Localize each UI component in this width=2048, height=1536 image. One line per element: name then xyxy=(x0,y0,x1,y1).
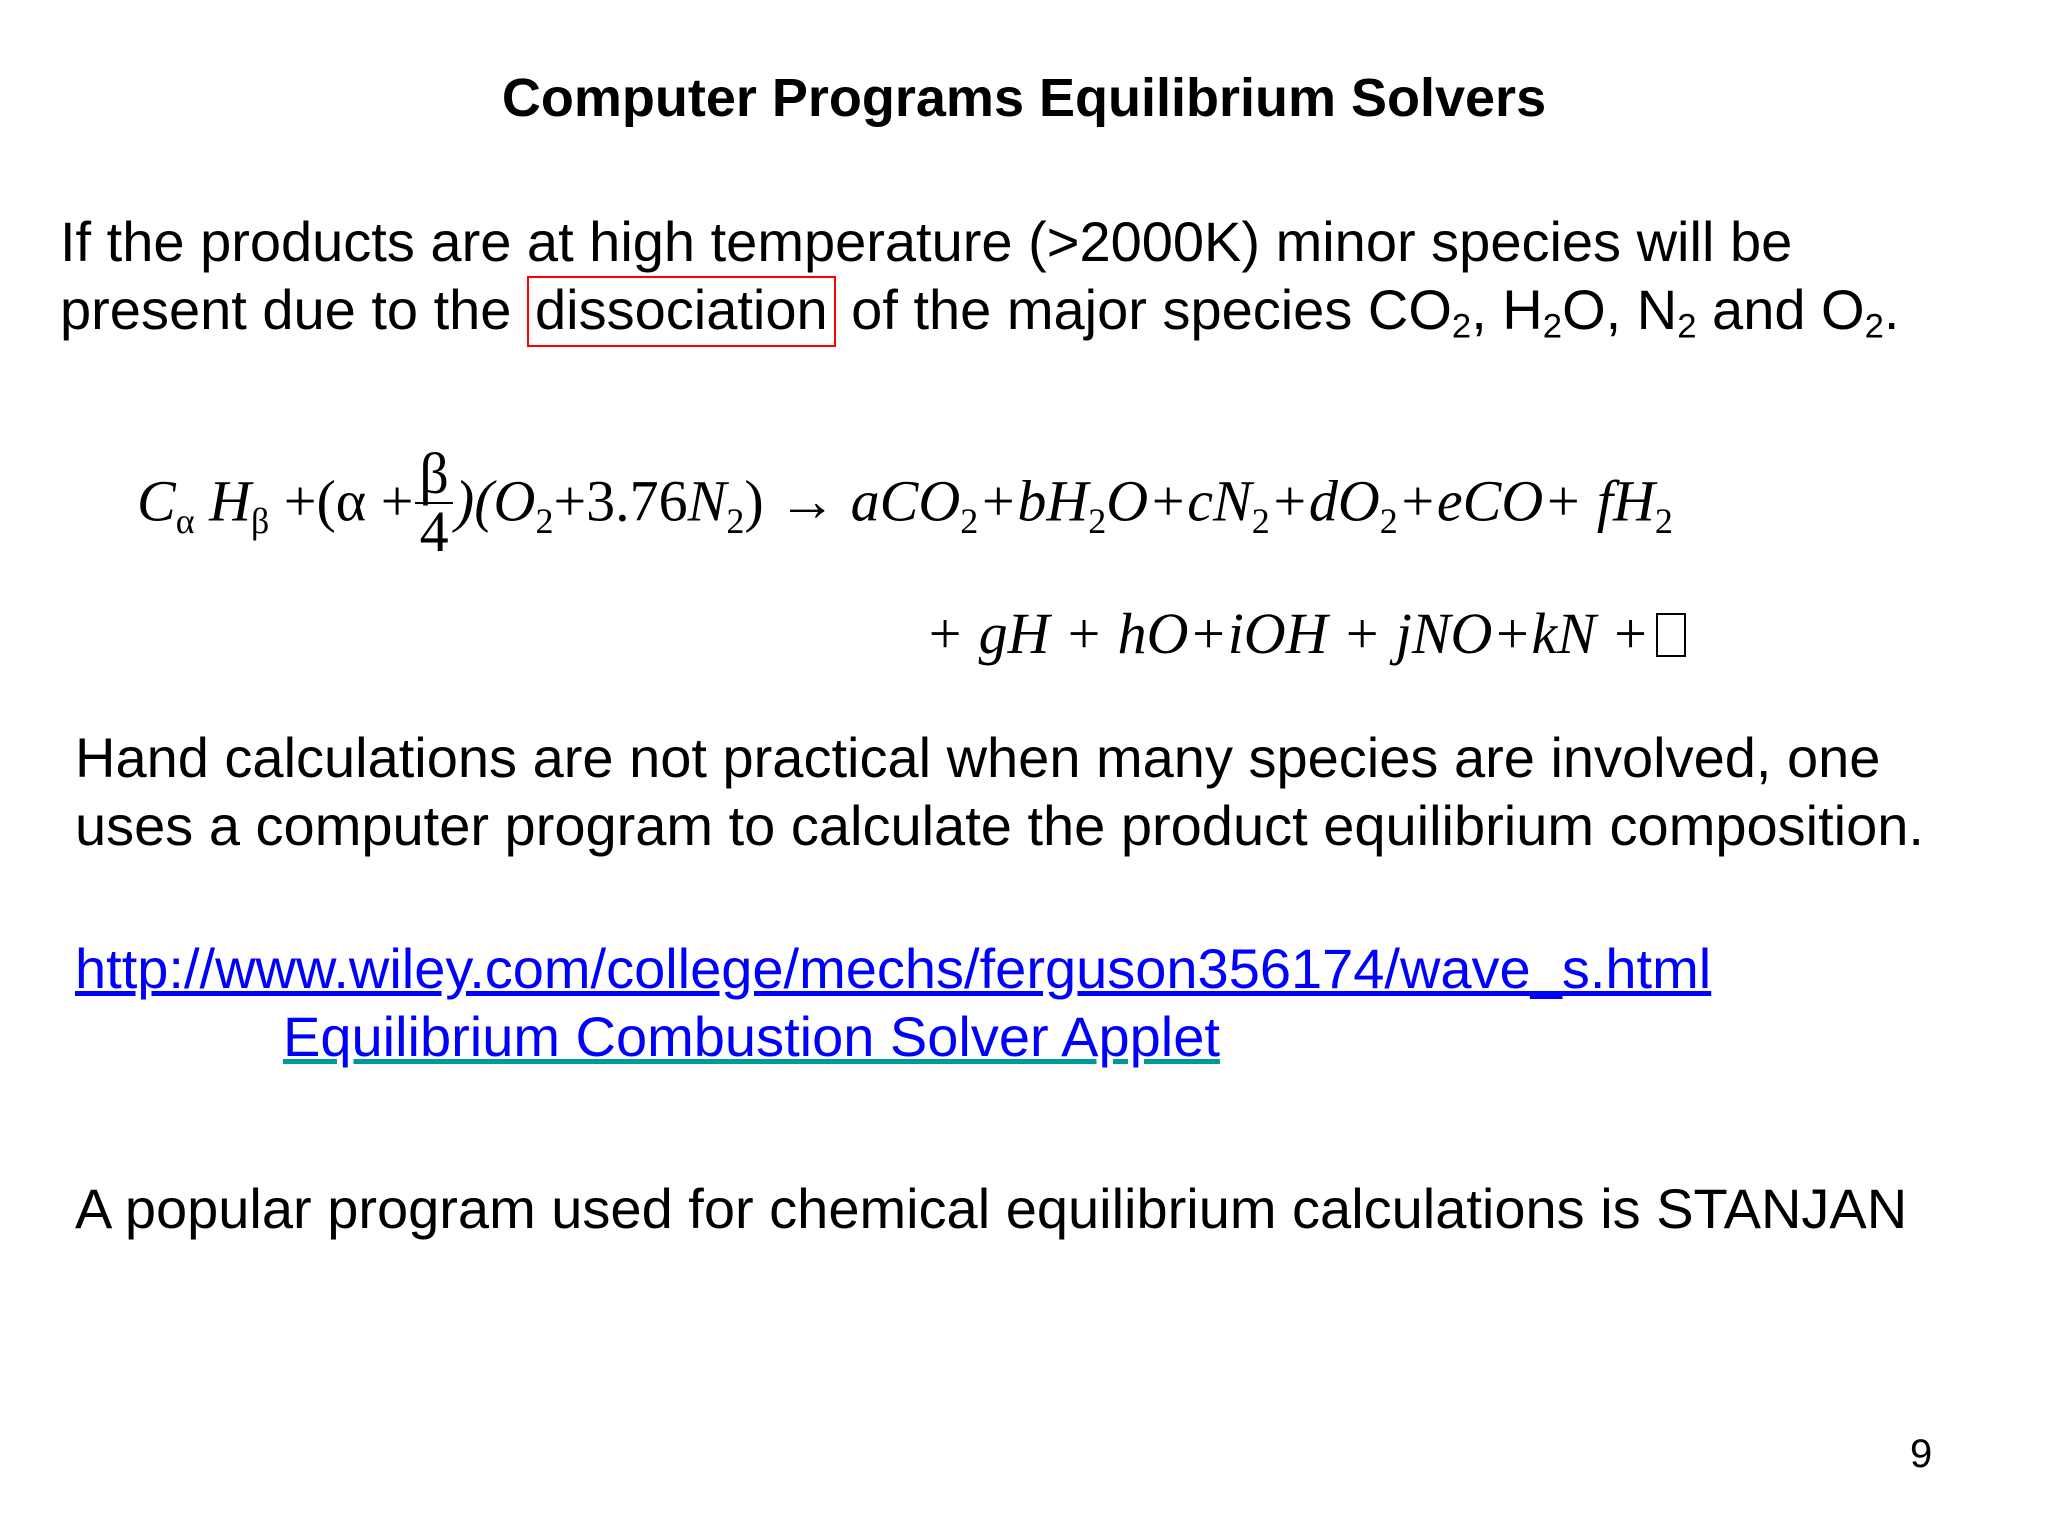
intro-and-o: and O xyxy=(1696,278,1865,341)
eq-bh: +bH xyxy=(978,468,1089,534)
eq-c: C xyxy=(137,468,176,534)
eq-n: N xyxy=(687,468,727,534)
page-number: 9 xyxy=(1910,1432,1933,1476)
eq-sub-2f: 2 xyxy=(1379,500,1398,541)
eq-mid: )(O xyxy=(454,468,536,534)
eq-fraction-denominator: 4 xyxy=(419,499,449,564)
eq-sub-2e: 2 xyxy=(1251,500,1270,541)
eq-aco: aCO xyxy=(850,468,961,534)
hand-calc-line-1: Hand calculations are not practical when many species are involved, one xyxy=(75,726,1881,789)
intro-line-2 xyxy=(60,276,1899,344)
h2o-subscript: 2 xyxy=(1542,307,1563,346)
eq-plus-376: +3.76 xyxy=(553,468,688,534)
eq-sub-2a: 2 xyxy=(535,500,554,541)
eq-sub-2d: 2 xyxy=(1088,500,1107,541)
eq-do: +dO xyxy=(1269,468,1380,534)
o2-subscript: 2 xyxy=(1864,307,1884,346)
missing-glyph-box-icon xyxy=(1656,613,1686,657)
intro-line-1: If the products are at high temperature (>2000K) minor species will be xyxy=(60,210,1793,273)
eq-fraction-numerator: β xyxy=(415,446,453,504)
intro-line-2-co: of the major species CO xyxy=(835,278,1452,341)
equilibrium-applet-link[interactable]: Equilibrium Combustion Solver Applet xyxy=(283,1005,1220,1068)
intro-line-2-start: present due to the xyxy=(60,278,528,341)
eq-eco-fh: +eCO+ fH xyxy=(1397,468,1655,534)
hand-calc-paragraph xyxy=(75,724,1924,860)
eq-close-arrow: ) → xyxy=(744,468,837,534)
intro-o-n: O, N xyxy=(1562,278,1678,341)
co2-subscript: 2 xyxy=(1451,307,1472,346)
eq-fraction xyxy=(415,441,453,564)
intro-h: , H xyxy=(1471,278,1543,341)
eq-h: H xyxy=(209,468,251,534)
eq-alpha-sub: α xyxy=(175,500,195,541)
eq-sub-2g: 2 xyxy=(1654,500,1673,541)
eq-line-2-terms: + gH + hO+iOH + jNO+kN + xyxy=(925,601,1650,666)
equation-line-2 xyxy=(925,600,1686,667)
dissociation-highlight: dissociation xyxy=(527,276,836,347)
hand-calc-line-2: uses a computer program to calculate the product equilibrium composition. xyxy=(75,794,1924,857)
eq-sub-2b: 2 xyxy=(726,500,745,541)
slide-title: Computer Programs Equilibrium Solvers xyxy=(501,68,1547,128)
eq-sub-2c: 2 xyxy=(960,500,979,541)
eq-o-cn: O+cN xyxy=(1106,468,1252,534)
wiley-url-link[interactable]: http://www.wiley.com/college/mechs/ferguson356174/wave_s.html xyxy=(75,937,1712,1000)
stanjan-paragraph: A popular program used for chemical equilibrium calculations is STANJAN xyxy=(75,1177,1908,1240)
intro-period: . xyxy=(1883,278,1900,341)
intro-paragraph xyxy=(60,208,1899,344)
eq-plus-open: +(α + xyxy=(283,468,414,534)
equation-line-1 xyxy=(137,441,1673,590)
n2-subscript: 2 xyxy=(1677,307,1697,346)
eq-beta-sub: β xyxy=(250,500,270,541)
